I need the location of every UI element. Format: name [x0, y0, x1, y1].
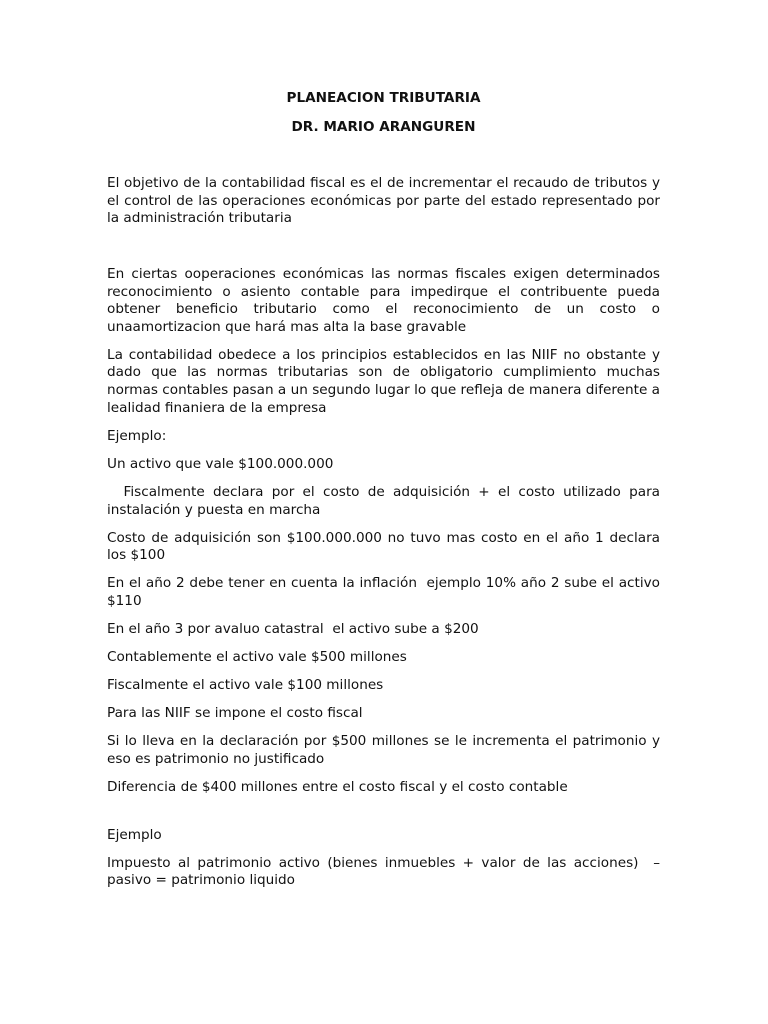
document-page: [107, 90, 665, 900]
paragraph-example-2-heading: Ejemplo: [107, 826, 162, 843]
paragraph-niif-cost: Para las NIIF se impone el costo fiscal: [107, 705, 363, 722]
paragraph-wealth-tax: Impuesto al patrimonio activo (bienes inmuebles + valor de las acciones) – pasivo = patrimonio liquido: [107, 854, 665, 889]
paragraph-niif: La contabilidad obedece a los principios establecidos en las NIIF no obstante y dado que las normas tributarias son de obligatorio cumplimiento muchas normas contables pasan a un segundo lugar lo que refleja de manera diferente a lealidad finaniera de la empresa: [107, 346, 660, 416]
paragraph-year-2: En el año 2 debe tener en cuenta la inflación ejemplo 10% año 2 sube el activo $110: [107, 575, 665, 609]
paragraph-fiscal-declaration: Fiscalmente declara por el costo de adquisición + el costo utilizado para instalación y puesta en marcha: [107, 483, 665, 518]
paragraph-difference: Diferencia de $400 millones entre el costo fiscal y el costo contable: [107, 779, 568, 796]
paragraph-objective: El objetivo de la contabilidad fiscal es el de incrementar el recaudo de tributos y el control de las operaciones económicas por parte del estado representado por la administración tributaria: [107, 175, 660, 227]
paragraph-asset-value: Un activo que vale $100.000.000: [107, 455, 334, 472]
document-title: PLANEACION TRIBUTARIA: [286, 90, 481, 106]
paragraph-year-3: En el año 3 por avaluo catastral el activo sube a $200: [107, 620, 479, 637]
paragraph-declaration-increase: Si lo lleva en la declaración por $500 millones se le incrementa el patrimonio y eso es patrimonio no justificado: [107, 733, 660, 767]
paragraph-acquisition-cost: Costo de adquisición son $100.000.000 no tuvo mas costo en el año 1 declara los $100: [107, 529, 660, 564]
paragraph-accounting-value: Contablemente el activo vale $500 millones: [107, 649, 407, 666]
paragraph-example-heading: Ejemplo:: [107, 427, 167, 444]
paragraph-fiscal-norms: En ciertas ooperaciones económicas las normas fiscales exigen determinados reconocimiento o asiento contable para impedirque el contribuente pueda obtener beneficio tributario como el reconocimiento de un costo o unaamortizacion que hará mas alta la base gravable: [107, 265, 660, 335]
document-author: DR. MARIO ARANGUREN: [291, 118, 476, 135]
paragraph-fiscal-value: Fiscalmente el activo vale $100 millones: [107, 677, 384, 694]
